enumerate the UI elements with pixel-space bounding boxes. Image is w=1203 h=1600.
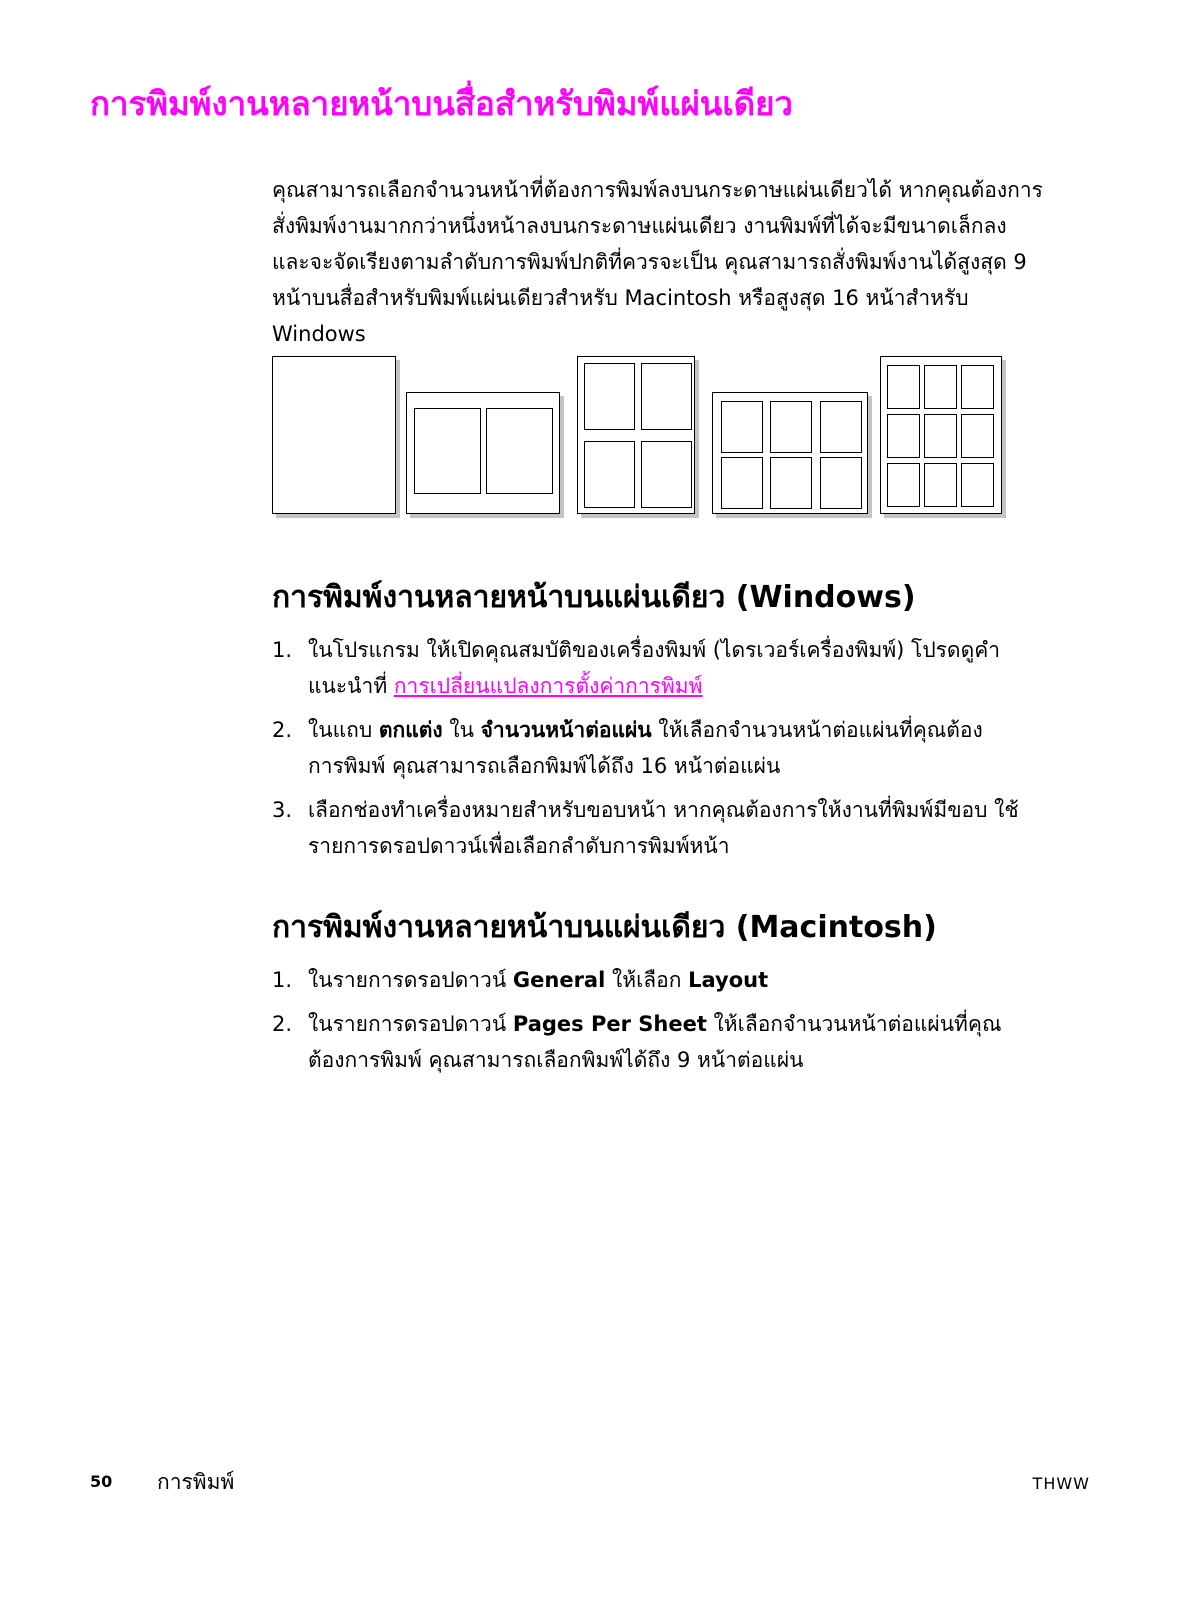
list-item (272, 792, 1102, 864)
step-text: ต้องการพิมพ์ คุณสามารถเลือกพิมพ์ได้ถึง 9 หน้าต่อแผ่น (308, 1048, 804, 1072)
general-menu-label: General (512, 968, 606, 992)
mac-section-heading: การพิมพ์งานหลายหน้าบนแผ่นเดียว (Macintosh) (272, 910, 937, 945)
list-item (272, 962, 1102, 998)
page-cell (961, 414, 994, 458)
page-number: 50 (90, 1472, 113, 1491)
step-text: ในโปรแกรม ให้เปิดคุณสมบัติของเครื่องพิมพ์ (ไดรเวอร์เครื่องพิมพ์) โปรดดูคำ (308, 638, 1001, 662)
page-cell (887, 414, 920, 458)
step-number: 1. (272, 968, 293, 992)
sheet-4-pages (577, 356, 695, 514)
intro-line: หน้าบนสื่อสำหรับพิมพ์แผ่นเดียวสำหรับ Macintosh หรือสูงสุด 16 หน้าสำหรับ (272, 286, 969, 310)
page-cell (887, 365, 920, 409)
page-cell (414, 408, 481, 494)
step-text: ในรายการดรอปดาวน์ (308, 968, 513, 992)
list-item (272, 632, 1102, 704)
step-text-line1 (308, 962, 1102, 998)
step-number: 2. (272, 1012, 293, 1036)
step-text: การพิมพ์ คุณสามารถเลือกพิมพ์ได้ถึง 16 หน้าต่อแผ่น (308, 754, 781, 778)
windows-steps-list (272, 632, 1102, 872)
step-text: ในแถบ (308, 718, 379, 742)
intro-line: สั่งพิมพ์งานมากกว่าหนึ่งหน้าลงบนกระดาษแผ่นเดียว งานพิมพ์ที่ได้จะมีขนาดเล็กลง (272, 214, 1007, 238)
list-item (272, 712, 1102, 784)
sheet-1-page (272, 356, 396, 514)
page-cell (924, 463, 957, 507)
intro-line: และจะจัดเรียงตามลำดับการพิมพ์ปกติที่ควรจะเป็น คุณสามารถสั่งพิมพ์งานได้สูงสุด 9 (272, 250, 1027, 274)
page-cell (820, 401, 862, 453)
finishing-tab-label: ตกแต่ง (378, 718, 443, 742)
step-number: 3. (272, 798, 293, 822)
page-cell (924, 414, 957, 458)
page-cell (584, 441, 635, 508)
step-number: 2. (272, 718, 293, 742)
page-cell (887, 463, 920, 507)
step-text: ให้เลือกจำนวนหน้าต่อแผ่นที่คุณต้อง (651, 718, 983, 742)
step-text-line1 (308, 712, 1102, 748)
mac-steps-list (272, 962, 1102, 1086)
step-text: ใน (442, 718, 481, 742)
change-print-settings-link[interactable]: การเปลี่ยนแปลงการตั้งค่าการพิมพ์ (393, 674, 703, 698)
page-cell (721, 401, 763, 453)
intro-line: คุณสามารถเลือกจำนวนหน้าที่ต้องการพิมพ์ลงบนกระดาษแผ่นเดียวได้ หากคุณต้องการ (272, 178, 1043, 202)
page-cell (770, 457, 812, 509)
footer-doc-code: THWW (1032, 1474, 1090, 1493)
sheet-2-pages (406, 392, 560, 514)
page-cell (641, 441, 692, 508)
step-text: รายการดรอปดาวน์เพื่อเลือกลำดับการพิมพ์หน้า (308, 834, 730, 858)
page-cell (820, 457, 862, 509)
page-cell (924, 365, 957, 409)
page-cell (486, 408, 553, 494)
intro-line: Windows (272, 322, 366, 346)
sheet-9-pages (880, 356, 1002, 514)
step-number: 1. (272, 638, 293, 662)
sheet-6-pages (712, 392, 868, 514)
layout-option-label: Layout (688, 968, 769, 992)
step-text-line1 (308, 1006, 1102, 1042)
step-text-line2 (308, 668, 1102, 704)
list-item (272, 1006, 1102, 1078)
step-text: เลือกช่องทำเครื่องหมายสำหรับขอบหน้า หากคุณต้องการให้งานที่พิมพ์มีขอบ ใช้ (308, 798, 1019, 822)
page-cell (961, 463, 994, 507)
pages-per-sheet-menu-label: Pages Per Sheet (512, 1012, 707, 1036)
intro-paragraph (272, 172, 1102, 352)
page-cell (961, 365, 994, 409)
page-cell (770, 401, 812, 453)
pages-per-sheet-label: จำนวนหน้าต่อแผ่น (480, 718, 652, 742)
page-cell (641, 363, 692, 430)
windows-section-heading: การพิมพ์งานหลายหน้าบนแผ่นเดียว (Windows) (272, 580, 916, 615)
step-text: ให้เลือก (605, 968, 689, 992)
footer-section-name: การพิมพ์ (157, 1470, 235, 1494)
step-text: แนะนำที่ (308, 674, 394, 698)
page-title: การพิมพ์งานหลายหน้าบนสื่อสำหรับพิมพ์แผ่นเดียว (90, 84, 793, 123)
step-text: ในรายการดรอปดาวน์ (308, 1012, 513, 1036)
page-cell (584, 363, 635, 430)
page-cell (721, 457, 763, 509)
step-text: ให้เลือกจำนวนหน้าต่อแผ่นที่คุณ (706, 1012, 1002, 1036)
